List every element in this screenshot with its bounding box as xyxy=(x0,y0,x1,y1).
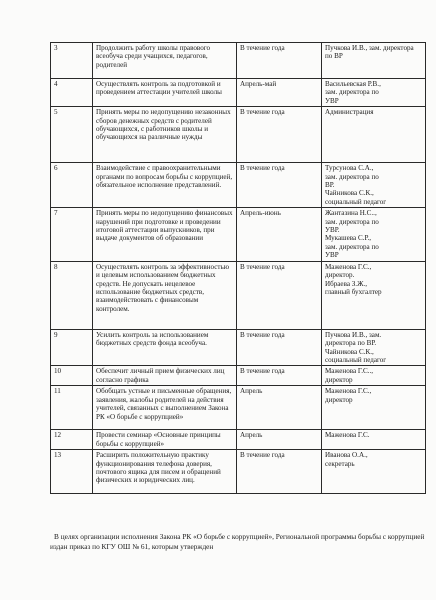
deadline-text: Апрель xyxy=(237,386,322,430)
row-number: 11 xyxy=(51,386,93,430)
table-row xyxy=(51,386,426,430)
deadline-text: В течение года xyxy=(237,366,322,386)
action-text: Принять меры по недопущению финансовых нарушений при подготовке и проведении итоговой аттестации выпускников, при выдаче документов об образовании xyxy=(93,208,237,261)
row-number: 7 xyxy=(51,208,93,261)
responsible-text: Васильевская Р.В., зам. директора по УВР xyxy=(322,79,426,107)
responsible-text: Пучкова И.В., зам. директора по ВР xyxy=(322,43,426,79)
table-row xyxy=(51,450,426,494)
row-number: 3 xyxy=(51,43,93,79)
row-number: 8 xyxy=(51,261,93,329)
deadline-text: В течение года xyxy=(237,261,322,329)
deadline-text: В течение года xyxy=(237,163,322,208)
row-number: 5 xyxy=(51,107,93,163)
row-number: 12 xyxy=(51,430,93,450)
action-text: Усилить контроль за использованием бюджетных средств фонда всеобуча. xyxy=(93,329,237,366)
action-text: Осуществлять контроль за подготовкой и проведением аттестации учителей школы xyxy=(93,79,237,107)
deadline-text: Апрель-июнь xyxy=(237,208,322,261)
action-plan-body xyxy=(51,43,426,494)
deadline-text: В течение года xyxy=(237,450,322,494)
deadline-text: В течение года xyxy=(237,329,322,366)
responsible-text: Маженова Г.С.., директор xyxy=(322,366,426,386)
table-row xyxy=(51,329,426,366)
action-plan-table xyxy=(50,42,426,494)
row-number: 4 xyxy=(51,79,93,107)
table-row xyxy=(51,208,426,261)
action-text: Обобщать устные и письменные обращения, заявления, жалобы родителей на действия учителей, связанных с выполнением Закона РК «О борьбе с коррупцией» xyxy=(93,386,237,430)
responsible-text: Пучкова И.В., зам. директора по ВР. Чайникова С.К., социальный педагог xyxy=(322,329,426,366)
deadline-text: Апрель-май xyxy=(237,79,322,107)
responsible-text: Маженова Г.С. xyxy=(322,430,426,450)
action-text: Осуществлять контроль за эффективностью и целевым использованием бюджетных средств. Не допускать нецелевое использование бюджетных средств, взаимодействовать с финансовым контролем. xyxy=(93,261,237,329)
deadline-text: В течение года xyxy=(237,107,322,163)
action-text: Продолжить работу школы правового всеобуча среди учащихся, педагогов, родителей xyxy=(93,43,237,79)
action-text: Обеспечит личный прием физических лиц согласно графика xyxy=(93,366,237,386)
table-row xyxy=(51,107,426,163)
responsible-text: Турсунова С.А., зам. директора по ВР. Чайникова С.К., социальный педагог xyxy=(322,163,426,208)
table-row xyxy=(51,261,426,329)
row-number: 9 xyxy=(51,329,93,366)
table-row xyxy=(51,79,426,107)
table-row xyxy=(51,430,426,450)
table-row xyxy=(51,163,426,208)
responsible-text: Иванова О.А., секретарь xyxy=(322,450,426,494)
responsible-text: Маженова Г.С., директор. Ибраева З.Ж., главный бухгалтер xyxy=(322,261,426,329)
deadline-text: Апрель xyxy=(237,430,322,450)
action-text: Расширить положительную практику функционирования телефона доверия, почтового ящика для писем и обращений физических и юридических лиц. xyxy=(93,450,237,494)
row-number: 13 xyxy=(51,450,93,494)
responsible-text: Администрация xyxy=(322,107,426,163)
responsible-text: Маженова Г.С., директор xyxy=(322,386,426,430)
action-text: Провести семинар «Основные принципы борьбы с коррупцией» xyxy=(93,430,237,450)
row-number: 10 xyxy=(51,366,93,386)
table-row xyxy=(51,366,426,386)
responsible-text: Жантазина Н.С.., зам. директора по УВР. Мукашева С.Р., зам. директора по УВР xyxy=(322,208,426,261)
deadline-text: В течение года xyxy=(237,43,322,79)
action-text: Принять меры по недопущению незаконных сборов денежных средств с родителей обучающихся, с работников школы и обучающихся на различные нужды xyxy=(93,107,237,163)
action-text: Взаимодействие с правоохранительными органами по вопросам борьбы с коррупцией, обязательное исполнение представлений. xyxy=(93,163,237,208)
footer-paragraph: В целях организации исполнения Закона РК «О борьбе с коррупцией», Региональной программы борьбы с коррупцией издан приказ по КГУ ОШ № 61, которым утвержден xyxy=(50,532,425,551)
table-row xyxy=(51,43,426,79)
row-number: 6 xyxy=(51,163,93,208)
